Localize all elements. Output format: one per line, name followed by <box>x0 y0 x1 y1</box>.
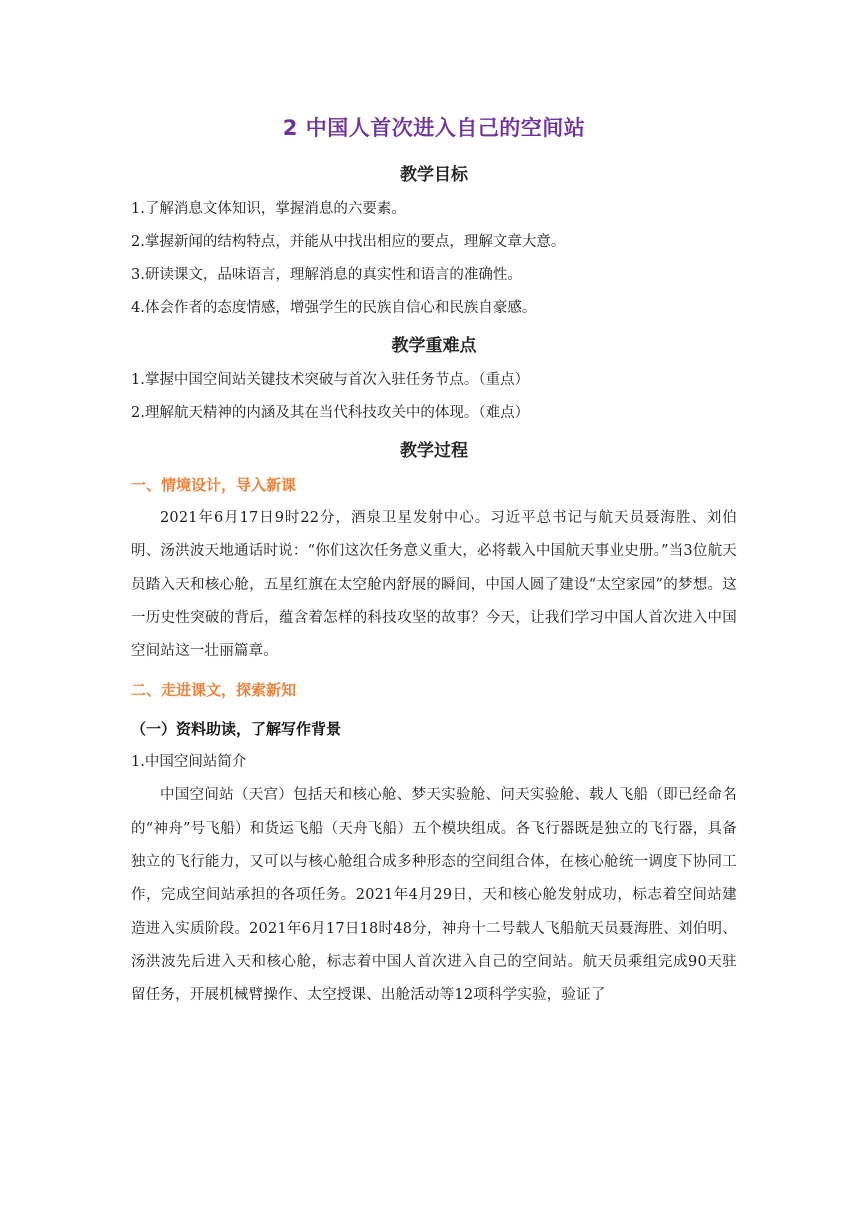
key-point-item: 2.理解航天精神的内涵及其在当代科技攻关中的体现。（难点） <box>131 405 530 421</box>
key-points-heading: 教学重难点 <box>391 336 477 356</box>
objective-item: 2.掌握新闻的结构特点，并能从中找出相应的要点，理解文章大意。 <box>131 234 566 250</box>
document-title: 2 中国人首次进入自己的空间站 <box>282 116 586 140</box>
part1-heading: 一、情境设计，导入新课 <box>131 476 297 494</box>
part2-sub1-heading: （一）资料助读，了解写作背景 <box>131 720 342 739</box>
objectives-heading: 教学目标 <box>400 165 468 185</box>
document-page <box>131 112 737 1013</box>
key-point-item: 1.掌握中国空间站关键技术突破与首次入驻任务节点。（重点） <box>131 372 530 388</box>
part2-heading: 二、走进课文，探索新知 <box>131 681 297 700</box>
part1-paragraph: 2021年6月17日9时22分，酒泉卫星发射中心。习近平总书记与航天员聂海胜、刘伯明、汤洪波天地通话时说：“你们这次任务意义重大，必将载入中国航天事业史册。”当3位航天员踏入天和核心舱，五星红旗在太空舱内舒展的瞬间，中国人圆了建设“太空家园”的梦想。这一历史性突破的背后，蕴含着怎样的科技攻坚的故事？今天，让我们学习中国人首次进入中国空间站这一壮丽篇章。 <box>131 510 737 660</box>
space-station-intro-title: 1.中国空间站简介 <box>131 754 247 771</box>
process-heading: 教学过程 <box>400 441 468 461</box>
space-station-intro-paragraph: 中国空间站（天宫）包括天和核心舱、梦天实验舱、问天实验舱、载人飞船（即已经命名的“神舟”号飞船）和货运飞船（天舟飞船）五个模块组成。各飞行器既是独立的飞行器，具备独立的飞行能力，又可以与核心舱组合成多种形态的空间组合体，在核心舱统一调度下协同工作，完成空间站承担的各项任务。2021年4月29日，天和核心舱发射成功，标志着空间站建造进入实质阶段。2021年6月17日18时48分，神舟十二号载人飞船航天员聂海胜、刘伯明、汤洪波先后进入天和核心舱，标志着中国人首次进入自己的空间站。航天员乘组完成90天驻留任务，开展机械臂操作、太空授课、出舱活动等12项科学实验，验证了 <box>131 787 737 1004</box>
objective-item: 4.体会作者的态度情感，增强学生的民族自信心和民族自豪感。 <box>131 300 537 316</box>
objective-item: 3.研读课文，品味语言，理解消息的真实性和语言的准确性。 <box>131 267 522 283</box>
objective-item: 1.了解消息文体知识，掌握消息的六要素。 <box>131 201 406 217</box>
